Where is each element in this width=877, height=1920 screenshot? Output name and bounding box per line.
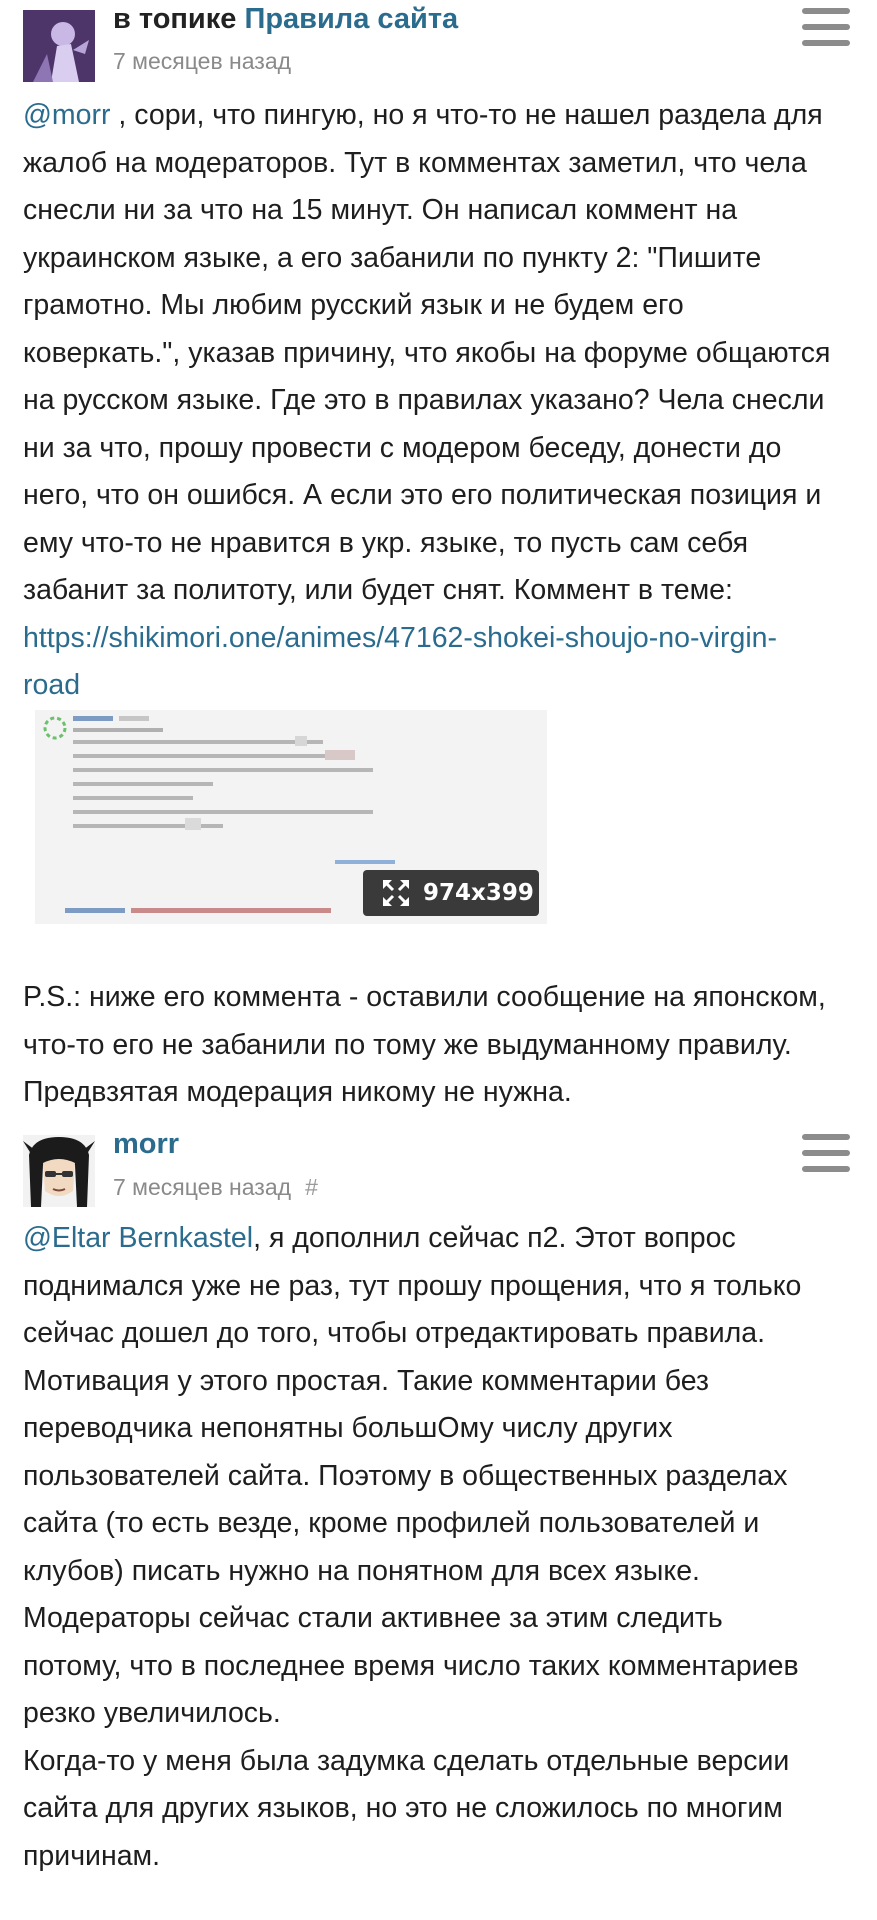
comment-menu-button[interactable] (802, 8, 850, 46)
comment-body (23, 1215, 863, 1880)
comment-header (113, 1128, 179, 1161)
comment-menu-button[interactable] (802, 1134, 850, 1172)
avatar[interactable] (23, 10, 95, 82)
user-avatar-image (23, 10, 95, 82)
mention-link[interactable]: @Eltar Bernkastel (23, 1222, 254, 1254)
comment-body (23, 92, 863, 710)
expand-arrows-icon (381, 878, 411, 908)
topic-prefix: в топике (113, 3, 237, 35)
comment-meta (113, 1174, 318, 1201)
comment-ps-text: P.S.: ниже его коммента - оставили сообщение на японском, что-то его не забанили по тому же выдуманному правилу. Предвзятая модерация никому не нужна. (23, 981, 826, 1108)
image-size-label: 974x399 (423, 880, 534, 906)
comment-text: , я дополнил сейчас п2. Этот вопрос поднимался уже не раз, тут прошу прощения, что я только сейчас дошел до того, чтобы отредактировать правила. Мотивация у этого простая. Такие комментарии без переводчика непонятны большОму числу других пользователей сайта. Поэтому в общественных разделах сайта (то есть везде, кроме профилей пользователей и клубов) писать нужно на понятном для всех языке. Модераторы сейчас стали активнее за этим следить потому, что в последнее время число таких комментариев резко увеличилось. Когда-то у меня была задумка сделать отдельные версии сайта для других языков, но это не сложилось по многим причинам. (23, 1222, 802, 1872)
url-link[interactable]: https://shikimori.one/animes/47162-shokei-shoujo-no-virgin- road (23, 621, 778, 701)
comment-time[interactable]: 7 месяцев назад (113, 48, 292, 74)
comment-text: , сори, что пингую, но я что-то не нашел раздела для жалоб на модераторов. Тут в комментах заметил, что чела снесли ни за что на 15 минут. Он написал коммент на украинском языке, а его забанили по пункту 2: "Пишите грамотно. Мы любим русский язык и не будем его коверкать.", указав причину, что якобы на форуме общаются на русском языке. Где это в правилах указано? Чела снесли ни за что, прошу провести с модером беседу, донести до него, что он ошибся. А если это его политическая позиция и ему что-то не нравится в укр. языке, то пусть сам себя забанит за политоту, или будет снят. Коммент в теме: (23, 99, 831, 606)
expand-image-button[interactable] (363, 870, 539, 916)
hamburger-menu-icon (802, 1134, 850, 1140)
user-avatar-image (23, 1135, 95, 1207)
hamburger-menu-icon (802, 8, 850, 14)
mention-link[interactable]: @morr (23, 99, 111, 131)
avatar[interactable] (23, 1135, 95, 1207)
comment-time[interactable]: 7 месяцев назад (113, 1174, 292, 1200)
comment-header (113, 3, 458, 36)
permalink-hash[interactable]: # (305, 1174, 318, 1200)
topic-link[interactable]: Правила сайта (244, 3, 459, 35)
author-link[interactable]: morr (113, 1128, 180, 1160)
